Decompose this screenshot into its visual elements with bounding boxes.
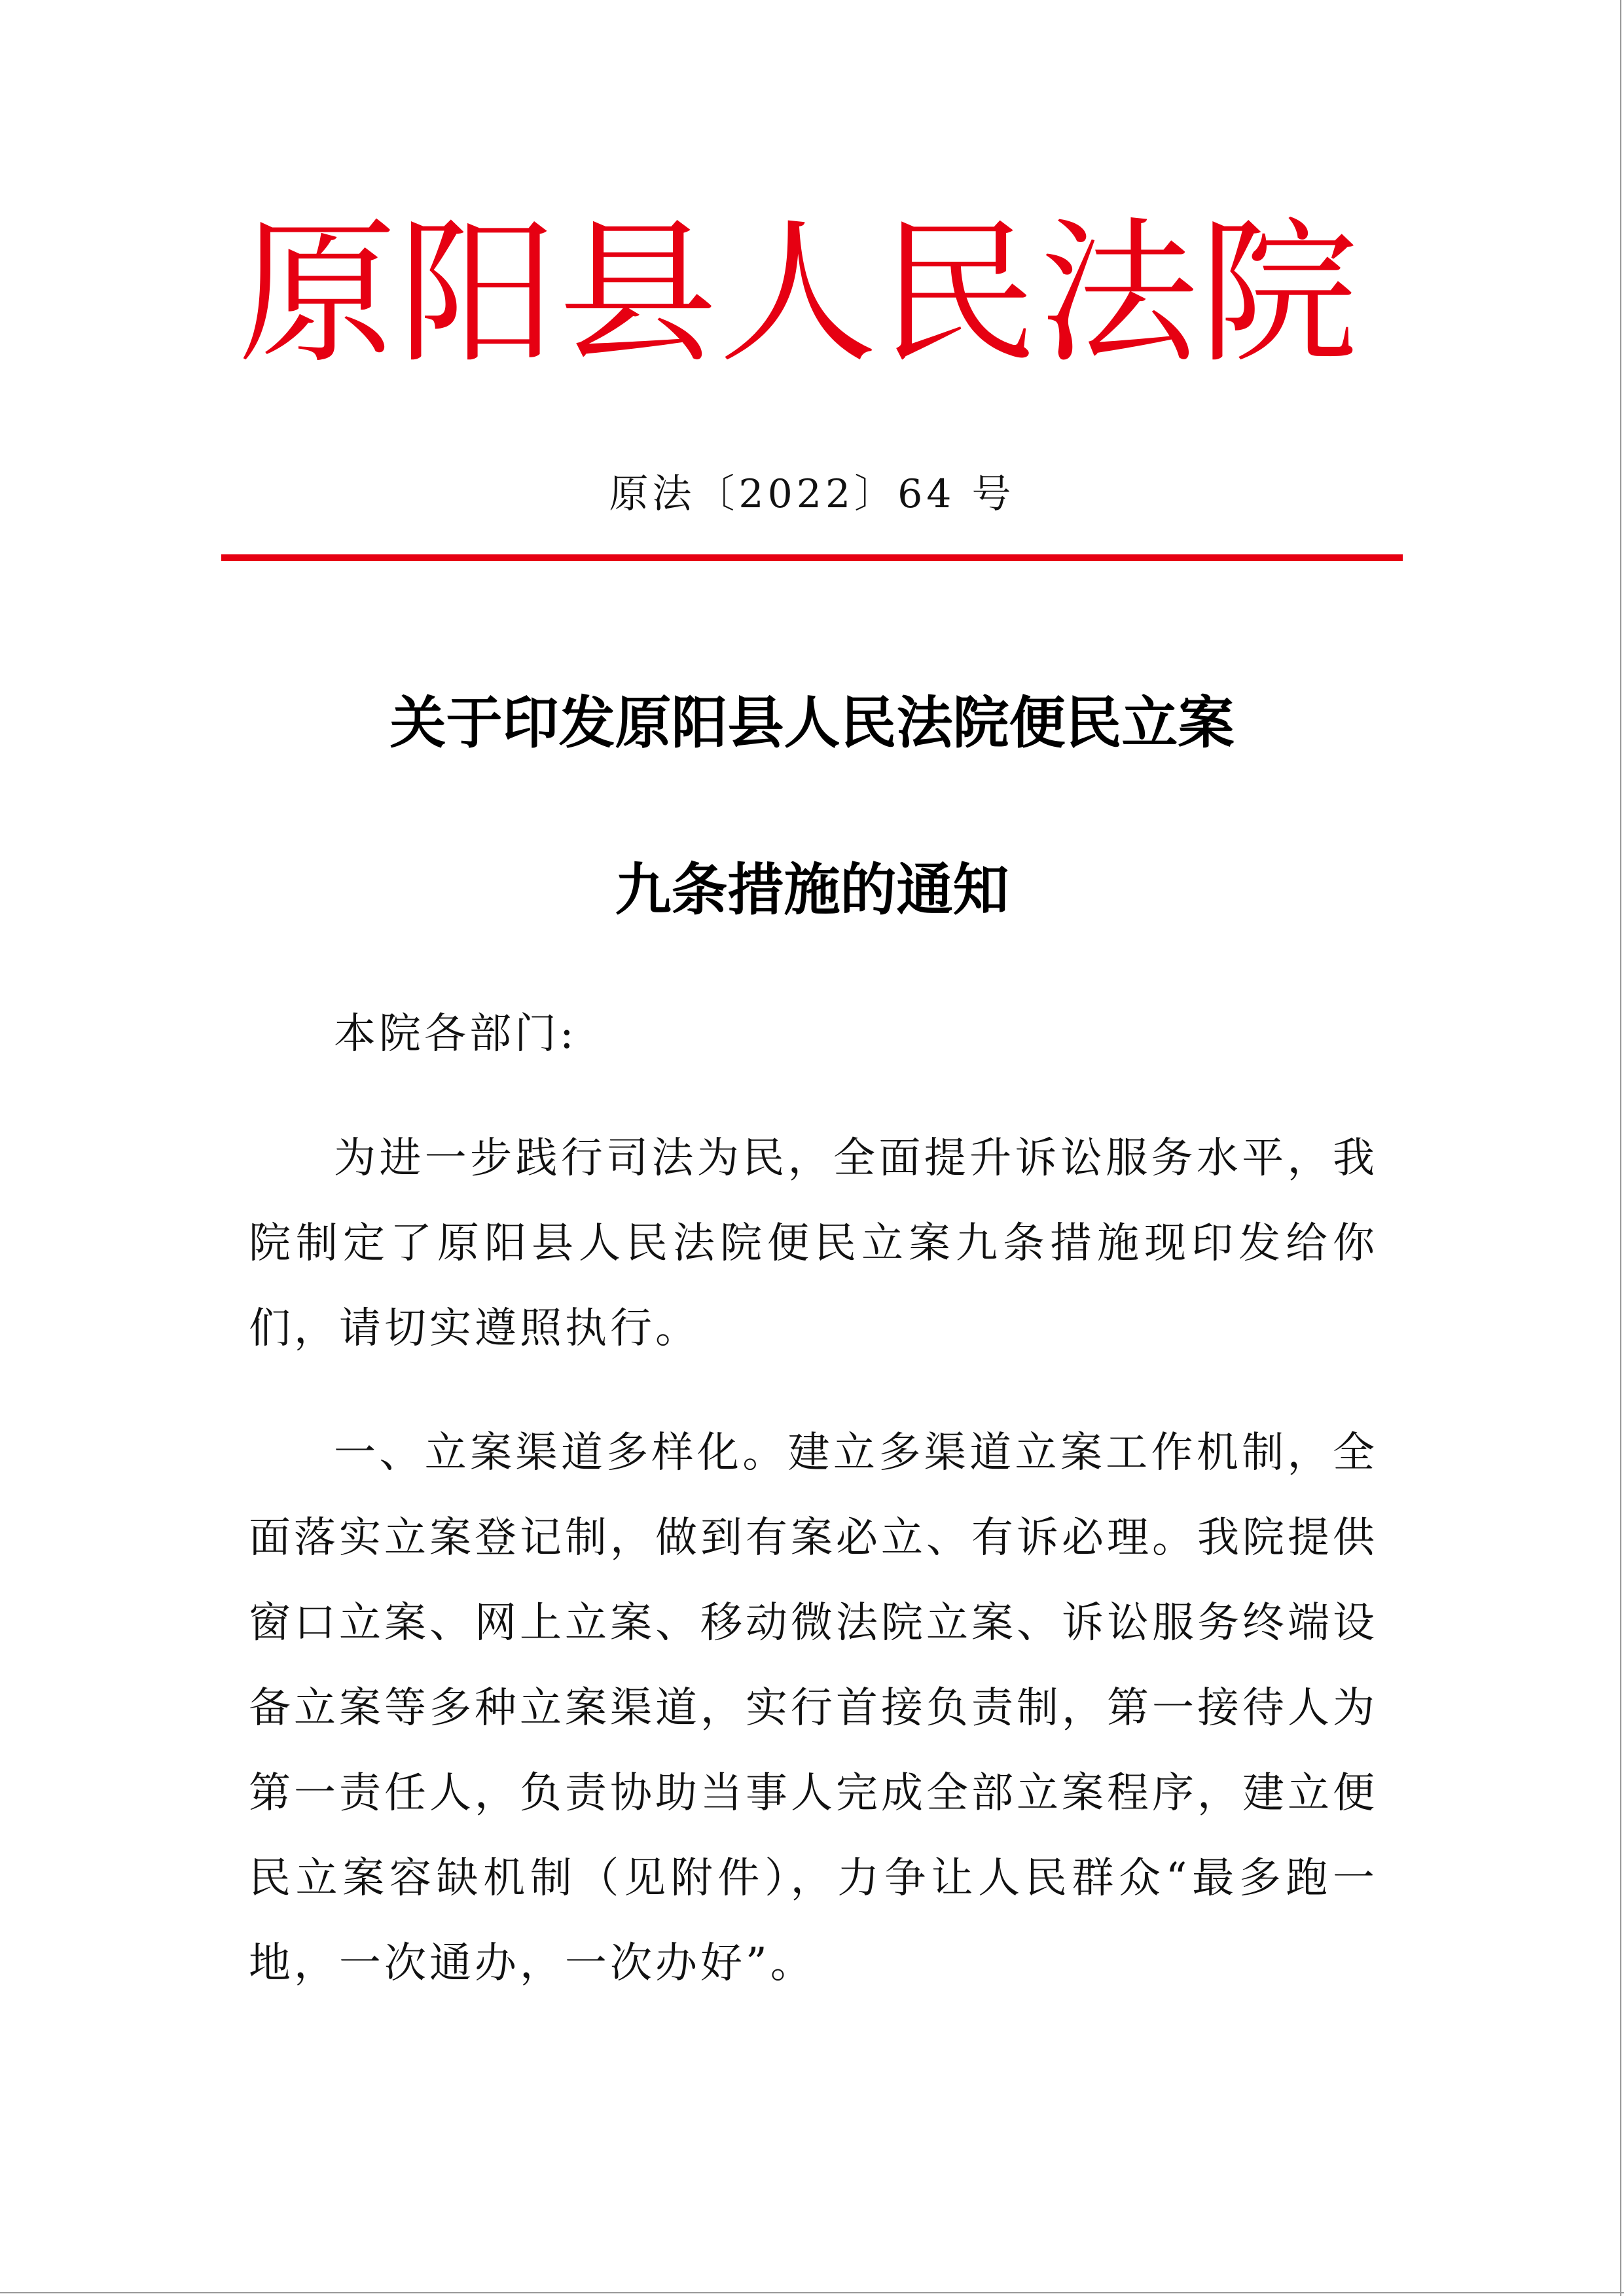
issuing-organization-header: 原阳县人民法院 <box>238 204 1360 385</box>
red-separator-line <box>221 554 1403 561</box>
document-title-line-1: 关于印发原阳县人民法院便民立案 <box>389 690 1235 756</box>
body-paragraph: 为进一步践行司法为民，全面提升诉讼服务水平，我院制定了原阳县人民法院便民立案九条措施现印发给你们，请切实遵照执行。 <box>249 1134 1378 1353</box>
body-paragraph: 一、立案渠道多样化。建立多渠道立案工作机制，全面落实立案登记制，做到有案必立、有诉必理。我院提供窗口立案、网上立案、移动微法院立案、诉讼服务终端设备立案等多种立案渠道，实行首接负责制，第一接待人为第一责任人，负责协助当事人完成全部立案程序，建立便民立案容缺机制（见附件），力争让人民群众“最多跑一地，一次通办，一次办好”。 <box>249 1429 1378 1988</box>
salutation: 本院各部门: <box>334 1010 577 1058</box>
page-edge-bottom <box>0 2292 1624 2293</box>
document-number: 原法〔2022〕64 号 <box>609 471 1015 517</box>
page-edge-right <box>1620 0 1621 2296</box>
document-title-line-2: 九条措施的通知 <box>615 857 1009 923</box>
